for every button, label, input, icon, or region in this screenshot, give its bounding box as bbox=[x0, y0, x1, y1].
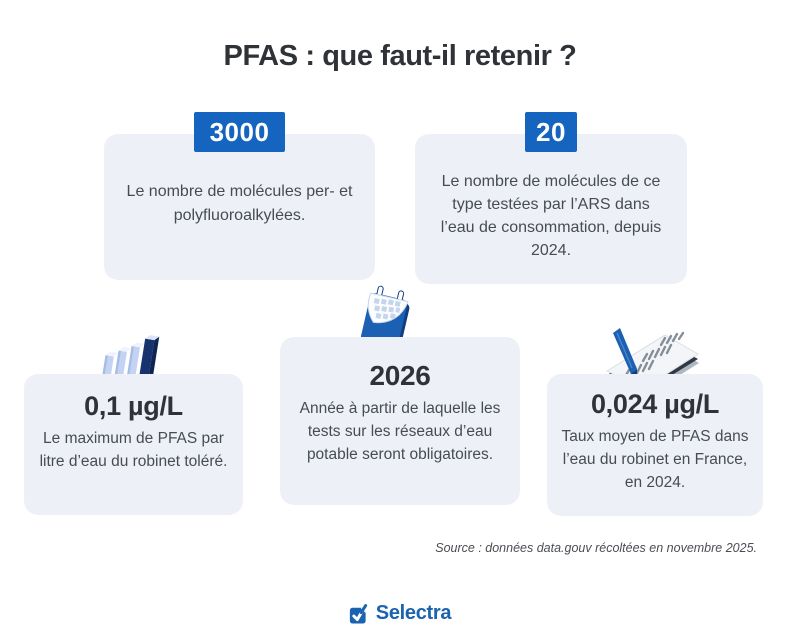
stat-card-text: Année à partir de laquelle les tests sur les réseaux d’eau potable seront obligatoires. bbox=[299, 400, 501, 463]
stat-card-text: Le nombre de molécules de ce type testées par l’ARS dans l’eau de consommation, depuis 2024. bbox=[440, 173, 662, 259]
logo-wordmark: Selectra bbox=[375, 601, 452, 624]
stat-card-max-pfas bbox=[24, 374, 243, 515]
stat-badge-20: 20 bbox=[525, 112, 577, 152]
stat-card-average-pfas bbox=[547, 374, 763, 516]
stat-card-2026 bbox=[280, 337, 520, 505]
stat-value: 0,024 µg/L bbox=[590, 389, 720, 419]
stat-badge-3000: 3000 bbox=[194, 112, 285, 152]
page-title: PFAS : que faut-il retenir ? bbox=[223, 40, 577, 72]
stat-value: 0,1 µg/L bbox=[84, 391, 183, 421]
stat-card-text: Le maximum de PFAS par litre d’eau du robinet toléré. bbox=[39, 430, 228, 470]
stat-card-tested-molecules bbox=[415, 134, 687, 284]
stat-card-text: Taux moyen de PFAS dans l’eau du robinet en France, en 2024. bbox=[561, 428, 749, 491]
selectra-checkbox-icon bbox=[349, 601, 370, 625]
stat-value: 2026 bbox=[369, 360, 431, 391]
stat-card-text: Le nombre de molécules per- et polyfluoroalkylées. bbox=[126, 183, 353, 224]
selectra-logo bbox=[0, 600, 800, 626]
stat-card-molecules bbox=[104, 134, 375, 280]
source-note: Source : données data.gouv récoltées en novembre 2025. bbox=[435, 541, 757, 555]
